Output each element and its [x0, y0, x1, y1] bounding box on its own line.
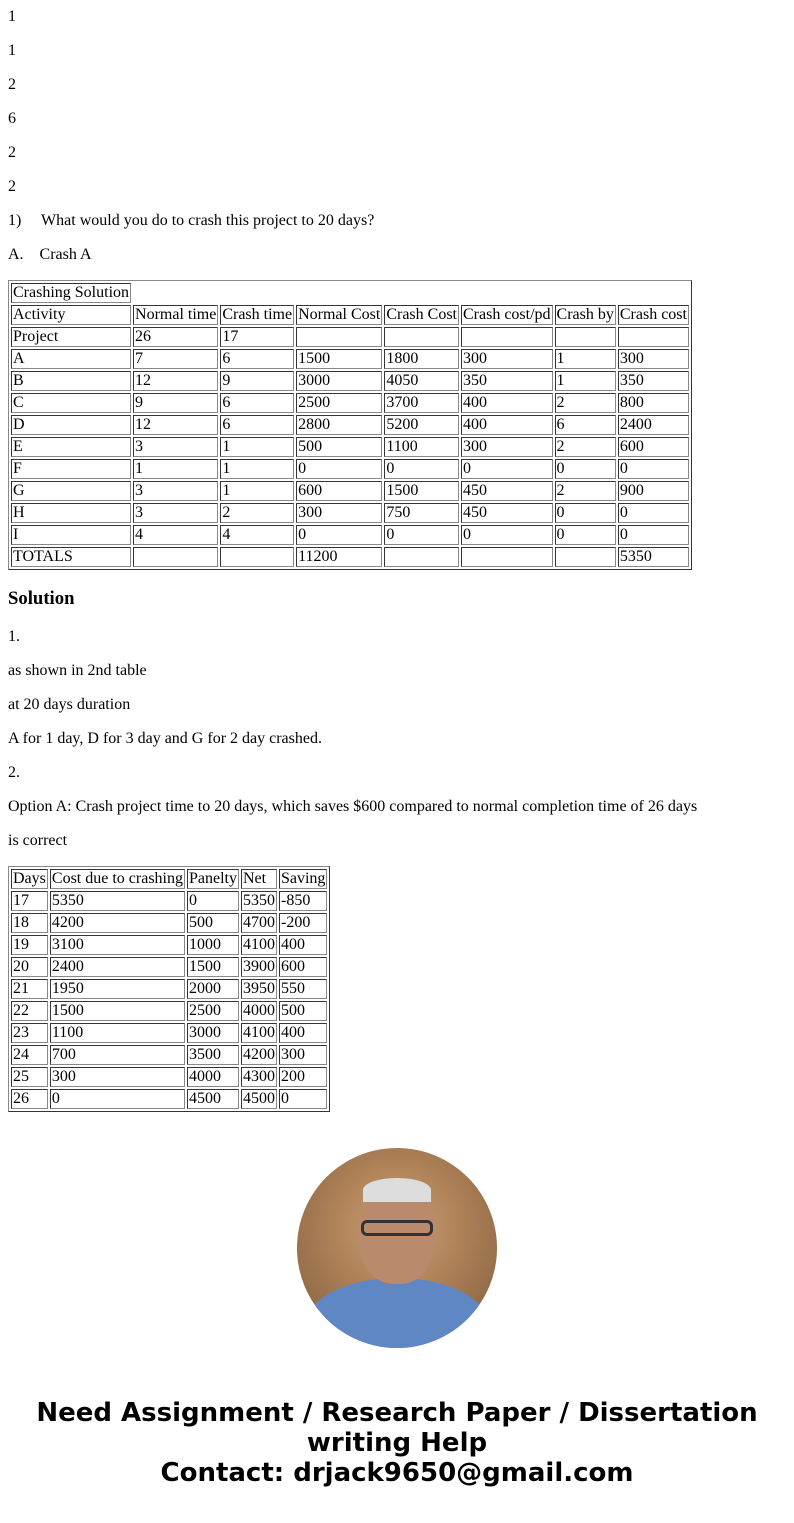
table-cell: 2 [220, 503, 294, 523]
solution-line: Option A: Crash project time to 20 days, which saves $600 compared to normal completion time of 26 days [8, 798, 698, 815]
table-row [11, 913, 327, 933]
table-cell: 3500 [187, 1045, 239, 1065]
solution-line: 1. [8, 628, 20, 645]
question: 1) What would you do to crash this project to 20 days? [8, 212, 375, 229]
table-title: Crashing Solution [13, 284, 130, 301]
table-cell: 400 [461, 393, 553, 413]
table-row [11, 1067, 327, 1087]
table-cell: 900 [618, 481, 689, 501]
table-cell: 0 [618, 525, 689, 545]
table-cell: 700 [50, 1045, 185, 1065]
table-cell: 4500 [187, 1089, 239, 1109]
table-cell: 1100 [50, 1023, 185, 1043]
table-cell: 2 [555, 481, 616, 501]
table-cell: 25 [11, 1067, 48, 1087]
column-header: Panelty [188, 870, 237, 887]
table-row [11, 1023, 327, 1043]
solution-line: is correct [8, 832, 68, 849]
table-cell: 4000 [187, 1067, 239, 1087]
table-cell: 12 [133, 415, 218, 435]
table-cell: 0 [279, 1089, 327, 1109]
table-cell: 2 [555, 393, 616, 413]
table-cell: 4200 [50, 913, 185, 933]
table-cell: 1 [133, 459, 218, 479]
table-cell: 600 [296, 481, 382, 501]
intro-line: 1 [8, 8, 16, 25]
column-header: Days [13, 870, 46, 887]
table-row [11, 481, 689, 501]
table-cell: 3 [133, 481, 218, 501]
table-cell: 300 [618, 349, 689, 369]
table-row [11, 1001, 327, 1021]
table-cell: 600 [279, 957, 327, 977]
table-cell [220, 547, 294, 567]
column-header: Cost due to crashing [51, 870, 183, 887]
table-cell: 4000 [242, 1002, 275, 1019]
table-cell: 6 [220, 415, 294, 435]
table-cell: 12 [133, 371, 218, 391]
table-cell: 11200 [296, 547, 382, 567]
table-cell: 750 [384, 503, 459, 523]
table-cell: 1950 [50, 979, 185, 999]
column-header: Normal Cost [298, 306, 381, 323]
table-cell: 350 [461, 371, 553, 391]
table-cell: 350 [618, 371, 689, 391]
table-row [11, 459, 689, 479]
table-row [11, 935, 327, 955]
table-cell: 300 [50, 1067, 185, 1087]
table-row [11, 327, 689, 347]
table-cell: E [11, 437, 131, 457]
table-cell: 1500 [296, 349, 382, 369]
table-cell: 400 [461, 415, 553, 435]
table-title-row [11, 283, 689, 303]
table-cell: 2 [555, 437, 616, 457]
table-cell: 1 [220, 481, 294, 501]
table-cell: 9 [133, 393, 218, 413]
table-cell: 6 [220, 349, 294, 369]
help-text: Need Assignment / Research Paper / Dissertation writing Help [36, 1398, 758, 1458]
solution-line: at 20 days duration [8, 696, 131, 713]
solution-line: as shown in 2nd table [8, 662, 147, 679]
table-cell: 300 [296, 503, 382, 523]
table-cell: 1 [220, 459, 294, 479]
table-cell: 19 [11, 935, 48, 955]
table-cell: 300 [461, 437, 553, 457]
intro-line: 1 [8, 42, 16, 59]
contact-email: Contact: drjack9650@gmail.com [160, 1458, 634, 1488]
solution-heading: Solution [8, 588, 75, 609]
table-cell: 21 [11, 979, 48, 999]
column-header: Activity [11, 305, 131, 325]
table-cell: 400 [279, 935, 327, 955]
table-cell: 5200 [384, 415, 459, 435]
table-cell: 3700 [384, 393, 459, 413]
table-cell: 23 [11, 1023, 48, 1043]
solution-line: A for 1 day, D for 3 day and G for 2 day crashed. [8, 730, 322, 747]
table-row [11, 1089, 327, 1109]
table-cell: 26 [11, 1089, 48, 1109]
avatar-glasses [361, 1220, 433, 1236]
table-row [11, 349, 689, 369]
author-photo-wrap [8, 1148, 786, 1348]
header-row [11, 869, 327, 889]
table-cell: 4300 [242, 1068, 275, 1085]
table-cell: 3000 [296, 371, 382, 391]
table-cell: C [11, 393, 131, 413]
table-row [11, 957, 327, 977]
table-cell [384, 327, 459, 347]
table-cell: 3100 [50, 935, 185, 955]
table-cell: 300 [461, 349, 553, 369]
table-cell: 18 [11, 913, 48, 933]
table-row [11, 525, 689, 545]
table-cell: 2400 [618, 415, 689, 435]
table-cell: 3 [133, 503, 218, 523]
table-cell: 600 [618, 437, 689, 457]
table-cell: -850 [279, 891, 327, 911]
table-cell: 2500 [296, 393, 382, 413]
table-cell: 0 [50, 1089, 185, 1109]
table-cell: 3000 [187, 1023, 239, 1043]
table-row [11, 547, 689, 567]
table-cell: B [11, 371, 131, 391]
table-cell: 6 [555, 415, 616, 435]
intro-line: 6 [8, 110, 16, 127]
table-cell [133, 547, 218, 567]
intro-line: 2 [8, 144, 16, 161]
table-row [11, 891, 327, 911]
table-cell: G [11, 481, 131, 501]
table-cell: 1000 [187, 935, 239, 955]
table-cell: 5350 [618, 547, 689, 567]
table-cell: 0 [461, 525, 553, 545]
table-cell: 1 [220, 437, 294, 457]
table-row [11, 393, 689, 413]
table-cell: 0 [461, 459, 553, 479]
table-cell: 6 [220, 393, 294, 413]
table-cell: 0 [296, 459, 382, 479]
table-cell: 0 [187, 891, 239, 911]
days-table [8, 866, 330, 1112]
table-cell [296, 327, 382, 347]
table-cell: 2000 [187, 979, 239, 999]
contact-banner [8, 1398, 786, 1488]
table-cell: 2400 [50, 957, 185, 977]
table-cell: 4 [220, 525, 294, 545]
table-cell: 500 [279, 1001, 327, 1021]
table-cell: 300 [279, 1045, 327, 1065]
table-cell [618, 327, 689, 347]
table-cell [555, 547, 616, 567]
table-cell: 0 [618, 503, 689, 523]
table-cell: 20 [11, 957, 48, 977]
table-cell: 500 [296, 437, 382, 457]
table-cell: 0 [555, 525, 616, 545]
table-cell: 450 [461, 503, 553, 523]
table-cell: I [11, 525, 131, 545]
header-row [11, 305, 689, 325]
table-cell [461, 327, 553, 347]
table-cell: 450 [461, 481, 553, 501]
table-cell: 800 [618, 393, 689, 413]
table-cell: 4500 [242, 1090, 275, 1107]
table-cell: 0 [384, 459, 459, 479]
table-cell: 5350 [50, 891, 185, 911]
answer: A. Crash A [8, 246, 92, 263]
table-cell: H [11, 503, 131, 523]
table-cell: 1 [555, 371, 616, 391]
table-cell: Project [11, 327, 131, 347]
table-cell: 26 [133, 327, 218, 347]
column-header: Crash Cost [386, 306, 457, 323]
table-cell: 4200 [242, 1046, 275, 1063]
column-header: Normal time [135, 306, 217, 323]
table-cell: 17 [11, 891, 48, 911]
table-cell: 24 [11, 1045, 48, 1065]
table-cell: 17 [220, 327, 294, 347]
table-cell: 400 [279, 1023, 327, 1043]
table-cell: 1800 [384, 349, 459, 369]
table-cell: 22 [11, 1001, 48, 1021]
table-cell [384, 547, 459, 567]
avatar-shirt [307, 1278, 487, 1348]
table-cell: 0 [555, 503, 616, 523]
table-cell: F [11, 459, 131, 479]
column-header: Crash by [556, 306, 614, 323]
table-cell: 0 [618, 459, 689, 479]
table-cell: 0 [384, 525, 459, 545]
table-cell [461, 547, 553, 567]
column-header: Crash time [222, 306, 293, 323]
table-cell: 0 [296, 525, 382, 545]
table-cell: 2500 [187, 1001, 239, 1021]
avatar-hair [363, 1178, 431, 1202]
table-row [11, 437, 689, 457]
table-cell: 4100 [242, 1024, 275, 1041]
table-cell: 1500 [187, 957, 239, 977]
table-row [11, 415, 689, 435]
table-cell: 1100 [384, 437, 459, 457]
table-cell: 7 [133, 349, 218, 369]
table-row [11, 979, 327, 999]
table-cell: 2800 [296, 415, 382, 435]
table-cell: 3 [133, 437, 218, 457]
table-cell: 4100 [242, 936, 275, 953]
table-cell: 3950 [242, 980, 275, 997]
table-row [11, 503, 689, 523]
table-cell: 0 [555, 459, 616, 479]
table-cell: 1 [555, 349, 616, 369]
table-cell: 4050 [384, 371, 459, 391]
table-cell: -200 [279, 913, 327, 933]
table-cell: 550 [279, 979, 327, 999]
table-row [11, 371, 689, 391]
table-cell: D [11, 415, 131, 435]
table-cell: 500 [187, 913, 239, 933]
table-cell: 200 [279, 1067, 327, 1087]
column-header: Net [241, 869, 277, 889]
table-cell: A [11, 349, 131, 369]
intro-line: 2 [8, 76, 16, 93]
table-row [11, 1045, 327, 1065]
table-cell: 3900 [242, 958, 275, 975]
column-header: Saving [280, 870, 326, 887]
table-cell: 4 [133, 525, 218, 545]
table-cell: 1500 [384, 481, 459, 501]
column-header: Crash cost [619, 306, 687, 323]
author-avatar [297, 1148, 497, 1348]
intro-line: 2 [8, 178, 16, 195]
table-cell: 4700 [242, 914, 275, 931]
table-cell [555, 327, 616, 347]
intro-lines [8, 8, 786, 196]
column-header: Crash cost/pd [462, 306, 551, 323]
solution-lines [8, 628, 786, 850]
table-cell: 5350 [242, 892, 275, 909]
table-cell: 1500 [50, 1001, 185, 1021]
table-cell: 9 [220, 371, 294, 391]
table-cell: TOTALS [11, 547, 131, 567]
solution-line: 2. [8, 764, 20, 781]
crashing-table [8, 280, 692, 570]
